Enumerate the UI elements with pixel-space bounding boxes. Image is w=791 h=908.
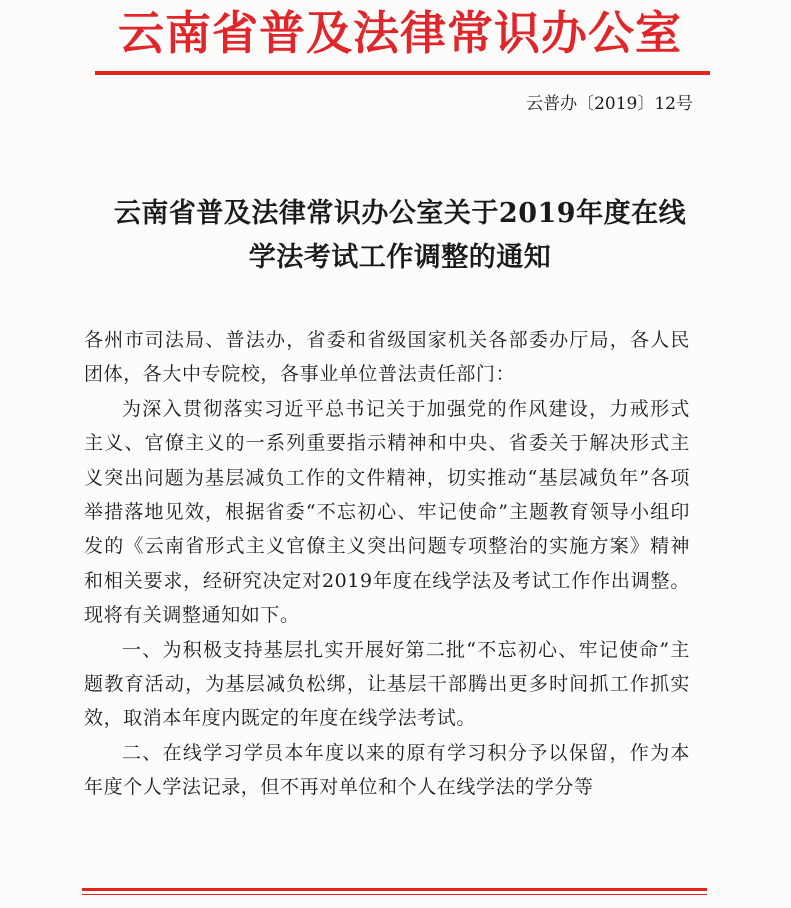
notice-title-line-1: 云南省普及法律常识办公室关于2019年度在线 — [113, 198, 687, 229]
paragraph-item-1: 一、为积极支持基层扎实开展好第二批“不忘初心、牢记使命”主题教育活动，为基层减负松绑，让基层干部腾出更多时间抓工作抓实效，取消本年度内既定的年度在线学法考试。 — [84, 638, 690, 730]
footer-red-rule — [82, 888, 707, 891]
notice-title-line-2: 学法考试工作调整的通知 — [248, 242, 552, 273]
footer-red-rule-thin — [82, 894, 707, 895]
addressees: 各州市司法局、普法办，省委和省级国家机关各部委办厅局，各人民团体，各大中专院校，各事业单位普法责任部门： — [84, 329, 690, 386]
document-number: 云普办〔2019〕12号 — [526, 94, 693, 114]
notice-body — [84, 323, 690, 805]
office-letterhead: 云南省普及法律常识办公室 — [118, 6, 682, 60]
paragraph-intro: 为深入贯彻落实习近平总书记关于加强党的作风建设，力戒形式主义、官僚主义的一系列重要指示精神和中央、省委关于解决形式主义突出问题为基层减负工作的文件精神，切实推动“基层减负年”各项举措落地见效，根据省委“不忘初心、牢记使命”主题教育领导小组印发的《云南省形式主义官僚主义突出问题专项整治的实施方案》精神和相关要求，经研究决定对2019年度在线学法及考试工作作出调整。现将有关调整通知如下。 — [84, 397, 690, 627]
letterhead-red-rule — [95, 71, 710, 75]
paragraph-item-2: 二、在线学习学员本年度以来的原有学习积分予以保留，作为本年度个人学法记录，但不再对单位和个人在线学法的学分等 — [84, 741, 690, 799]
notice-title — [60, 192, 740, 280]
